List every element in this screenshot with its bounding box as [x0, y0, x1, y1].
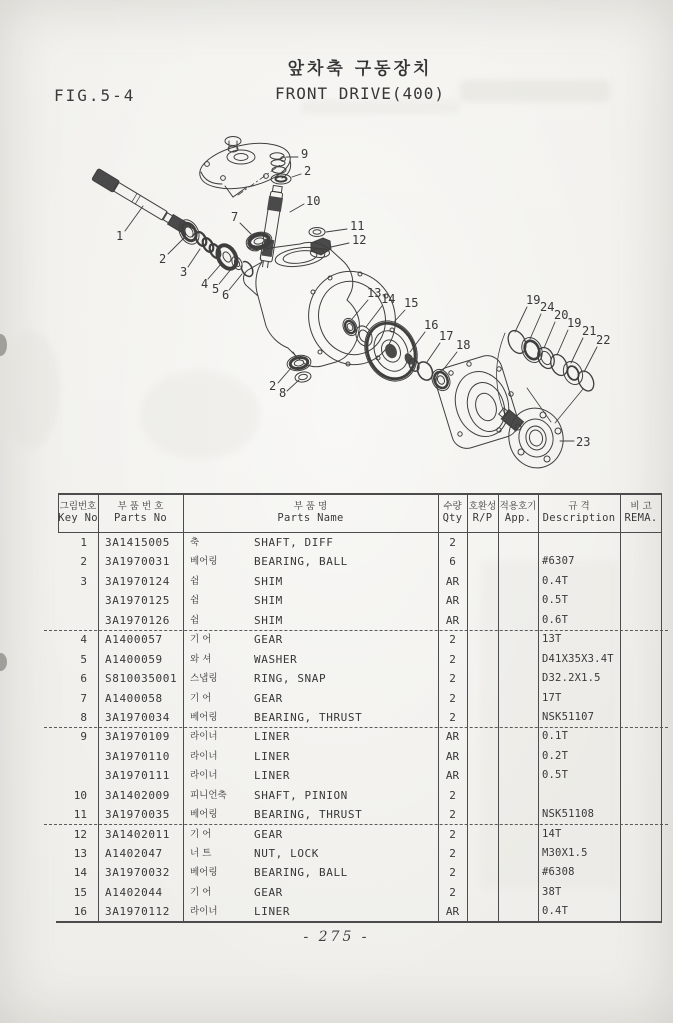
callout-leader — [208, 264, 221, 279]
description-cell — [538, 533, 620, 552]
key-no-cell — [58, 747, 98, 766]
qty-cell: 2 — [449, 808, 456, 822]
rp-cell — [467, 708, 498, 727]
parts-no-cell: A1400059 — [105, 652, 163, 666]
description-cell: 0.4T — [542, 905, 569, 918]
parts-name-cell — [183, 708, 438, 727]
description-cell: 0.4T — [542, 574, 569, 587]
key-no-cell: 10 — [73, 788, 87, 802]
header-english: Parts No — [114, 512, 167, 525]
parts-name-korean: 너 트 — [190, 848, 212, 859]
callout-number: 15 — [404, 296, 419, 310]
app-cell — [498, 766, 538, 785]
rp-cell — [467, 630, 498, 649]
remark-cell — [620, 533, 662, 552]
callout-number: 11 — [350, 219, 365, 233]
callout-number: 2 — [269, 379, 277, 393]
parts-no-cell: 3A1970110 — [105, 749, 171, 763]
callout-leader — [292, 174, 301, 177]
qty-cell: 2 — [449, 710, 456, 724]
key-no-cell: 13 — [73, 847, 87, 860]
parts-name-cell — [183, 805, 438, 824]
rp-cell — [467, 902, 498, 921]
app-cell — [498, 669, 538, 688]
header-english: Parts Name — [277, 512, 344, 525]
remark-cell — [620, 611, 662, 630]
app-cell — [498, 630, 538, 649]
parts-name-korean: 피니언축 — [190, 789, 227, 801]
parts-no-cell: S810035001 — [105, 672, 178, 686]
callout-number: 16 — [424, 318, 439, 332]
callout-leader — [557, 330, 568, 355]
key-no-cell: 2 — [80, 555, 87, 569]
app-cell — [498, 883, 538, 902]
callout-number: 3 — [180, 265, 188, 279]
parts-name-english: GEAR — [254, 691, 283, 705]
callout-leader — [278, 368, 291, 383]
app-cell — [498, 572, 538, 591]
callout-number: 2 — [159, 252, 167, 266]
header-korean: 적용호기 — [499, 500, 537, 512]
app-cell — [498, 786, 538, 805]
callout-number: 18 — [456, 338, 471, 352]
parts-name-cell — [183, 611, 438, 630]
parts-name-korean: 쉼 — [190, 614, 200, 626]
header-cell-6 — [538, 494, 620, 532]
remark-cell — [620, 766, 662, 785]
description-cell: 13T — [542, 633, 562, 646]
page-title-english: FRONT DRIVE(400) — [274, 84, 446, 103]
parts-no-cell: 3A1402009 — [105, 788, 171, 802]
remark-cell — [620, 727, 662, 746]
rp-cell — [467, 689, 498, 708]
figure-label: FIG.5-4 — [54, 86, 136, 105]
parts-name-english: LINER — [254, 749, 291, 763]
parts-name-cell — [183, 533, 438, 552]
oring-stack — [270, 153, 291, 184]
description-cell: NSK51108 — [542, 808, 595, 821]
qty-cell: 2 — [449, 691, 456, 705]
parts-name-english: WASHER — [254, 652, 298, 666]
rp-cell — [467, 727, 498, 746]
description-cell: 0.2T — [542, 749, 569, 762]
app-cell — [498, 863, 538, 882]
header-korean: 부 품 명 — [293, 500, 328, 512]
parts-name-cell — [183, 825, 438, 844]
parts-no-cell: 3A1970125 — [105, 594, 171, 608]
header-korean: 비 고 — [630, 500, 652, 512]
header-english: REMA. — [624, 512, 658, 525]
key-no-cell: 7 — [80, 691, 87, 705]
rp-cell — [467, 533, 498, 552]
header-cell-1 — [98, 494, 183, 532]
rp-cell — [467, 611, 498, 630]
header-korean: 그림번호 — [59, 500, 97, 512]
parts-name-cell — [183, 786, 438, 805]
table-body — [58, 533, 662, 922]
callout-number: 10 — [306, 194, 321, 208]
parts-name-korean: 라이너 — [190, 770, 218, 782]
key-no-cell: 1 — [80, 536, 87, 549]
parts-no-cell: A1402044 — [105, 885, 163, 899]
parts-name-english: BEARING, THRUST — [254, 808, 363, 822]
app-cell — [498, 533, 538, 552]
qty-cell: 6 — [449, 555, 456, 569]
rp-cell — [467, 805, 498, 824]
parts-name-korean: 라이너 — [190, 750, 218, 762]
app-cell — [498, 844, 538, 863]
parts-name-korean: 쉼 — [190, 595, 200, 607]
callout-number: 7 — [231, 210, 239, 224]
header-korean: 호환성 — [468, 500, 497, 512]
diagram-callouts — [116, 147, 610, 449]
rp-cell — [467, 844, 498, 863]
key-no-cell: 14 — [73, 866, 87, 880]
key-no-cell — [58, 611, 98, 630]
parts-name-english: SHIM — [254, 613, 283, 627]
parts-name-korean: 기 어 — [190, 634, 212, 646]
rp-cell — [467, 552, 498, 571]
callout-number: 24 — [540, 300, 555, 314]
header-korean: 규 격 — [568, 500, 590, 512]
app-cell — [498, 727, 538, 746]
parts-name-korean: 기 어 — [190, 828, 212, 840]
description-cell: #6308 — [542, 866, 575, 879]
key-no-cell: 16 — [73, 905, 87, 919]
callout-number: 19 — [526, 293, 541, 307]
parts-name-cell — [183, 902, 438, 921]
key-no-cell: 12 — [73, 827, 87, 841]
parts-name-english: BEARING, BALL — [254, 555, 348, 569]
callout-leader — [188, 249, 200, 267]
parts-name-cell — [183, 863, 438, 882]
header-cell-0 — [58, 494, 98, 532]
callout-leader — [168, 238, 184, 254]
parts-no-cell: 3A1970124 — [105, 574, 171, 588]
parts-name-english: LINER — [254, 769, 291, 783]
callout-number: 20 — [554, 308, 569, 322]
description-cell: 17T — [542, 691, 562, 704]
remark-cell — [620, 650, 662, 669]
callout-number: 19 — [567, 316, 582, 330]
qty-cell: 2 — [449, 788, 456, 802]
parts-name-cell — [183, 591, 438, 610]
qty-cell: 2 — [449, 885, 456, 899]
page-title-korean: 앞차축 구동장치 — [287, 59, 433, 79]
remark-cell — [620, 825, 662, 844]
key-no-cell — [58, 766, 98, 785]
description-cell: D32.2X1.5 — [542, 672, 601, 685]
qty-cell: AR — [445, 574, 460, 588]
parts-name-english: SHAFT, PINION — [254, 788, 348, 802]
callout-leader — [584, 347, 597, 372]
app-cell — [498, 747, 538, 766]
callout-number: 4 — [201, 277, 209, 291]
remark-cell — [620, 708, 662, 727]
parts-name-cell — [183, 572, 438, 591]
app-cell — [498, 650, 538, 669]
remark-cell — [620, 902, 662, 921]
remark-cell — [620, 747, 662, 766]
parts-no-cell: 3A1970034 — [105, 710, 171, 724]
rp-cell — [467, 669, 498, 688]
header-english: Description — [542, 512, 616, 525]
qty-cell: 2 — [449, 827, 456, 841]
remark-cell — [620, 786, 662, 805]
parts-no-cell: 3A1402011 — [105, 827, 171, 841]
callout-number: 14 — [381, 292, 396, 306]
qty-cell: 2 — [449, 672, 456, 686]
parts-name-english: GEAR — [254, 827, 283, 841]
parts-name-english: LINER — [254, 730, 291, 744]
callout-leader — [571, 338, 583, 363]
parts-no-cell: 3A1415005 — [105, 536, 171, 549]
parts-name-english: NUT, LOCK — [254, 847, 320, 860]
key-no-cell: 8 — [80, 710, 87, 724]
parts-name-korean: 기 어 — [190, 886, 212, 898]
callout-number: 13 — [367, 286, 382, 300]
description-cell: 38T — [542, 885, 562, 898]
pinion-shaft — [258, 185, 285, 268]
parts-no-cell: A1400057 — [105, 633, 163, 647]
key-no-cell: 6 — [80, 672, 87, 686]
parts-name-cell — [183, 747, 438, 766]
description-cell: 0.5T — [542, 594, 569, 607]
remark-cell — [620, 883, 662, 902]
key-no-cell — [58, 591, 98, 610]
parts-no-cell: A1400058 — [105, 691, 163, 705]
parts-name-cell — [183, 650, 438, 669]
parts-name-korean: 와 셔 — [190, 653, 212, 665]
callout-leader — [443, 352, 457, 370]
parts-name-korean: 베어링 — [190, 556, 218, 568]
callout-leader — [515, 307, 527, 332]
qty-cell: AR — [445, 730, 460, 744]
qty-cell: 2 — [449, 866, 456, 880]
callout-leader — [290, 204, 304, 212]
parts-name-english: GEAR — [254, 633, 283, 647]
remark-cell — [620, 572, 662, 591]
parts-name-korean: 베어링 — [190, 809, 218, 821]
qty-cell: 2 — [449, 847, 456, 860]
rp-cell — [467, 825, 498, 844]
app-cell — [498, 902, 538, 921]
remark-cell — [620, 805, 662, 824]
header-english: R/P — [472, 512, 493, 525]
qty-cell: 2 — [449, 652, 456, 666]
parts-name-cell — [183, 669, 438, 688]
key-no-cell: 9 — [80, 730, 87, 744]
callout-number: 2 — [304, 164, 312, 178]
description-cell: NSK51107 — [542, 710, 595, 723]
header-english: Qty — [442, 512, 463, 525]
rp-cell — [467, 766, 498, 785]
parts-name-cell — [183, 689, 438, 708]
parts-name-korean: 라이너 — [190, 731, 218, 743]
header-cell-5 — [498, 494, 538, 532]
parts-name-cell — [183, 727, 438, 746]
parts-name-cell — [183, 883, 438, 902]
rp-cell — [467, 747, 498, 766]
qty-cell: AR — [445, 905, 460, 919]
header-english: Key No — [58, 512, 98, 525]
key-no-cell: 4 — [80, 633, 87, 647]
parts-no-cell: 3A1970109 — [105, 730, 171, 744]
parts-no-cell: 3A1970111 — [105, 769, 171, 783]
parts-name-cell — [183, 766, 438, 785]
callout-leader — [326, 229, 347, 232]
parts-name-cell — [183, 844, 438, 863]
parts-name-korean: 기 어 — [190, 692, 212, 704]
app-cell — [498, 708, 538, 727]
parts-name-english: GEAR — [254, 885, 283, 899]
callout-number: 9 — [301, 147, 309, 161]
callout-leader — [240, 223, 251, 234]
parts-no-cell: 3A1970032 — [105, 866, 171, 880]
qty-cell: AR — [445, 613, 460, 627]
rp-cell — [467, 883, 498, 902]
qty-cell: AR — [445, 769, 460, 783]
parts-name-english: LINER — [254, 905, 291, 919]
parts-name-english: BEARING, BALL — [254, 866, 348, 880]
description-cell: 0.6T — [542, 613, 569, 626]
parts-name-english: SHIM — [254, 574, 283, 588]
qty-cell: AR — [445, 749, 460, 763]
rp-cell — [467, 863, 498, 882]
rp-cell — [467, 650, 498, 669]
callout-number: 21 — [582, 324, 597, 338]
callout-leader — [287, 380, 299, 391]
hub-flange — [497, 403, 568, 473]
app-cell — [498, 689, 538, 708]
description-cell: 0.5T — [542, 769, 569, 782]
description-cell: #6307 — [542, 555, 575, 568]
app-cell — [498, 552, 538, 571]
app-cell — [498, 805, 538, 824]
header-cell-3 — [438, 494, 467, 532]
header-korean: 수량 — [443, 500, 462, 512]
parts-no-cell: A1402047 — [105, 847, 163, 860]
header-cell-4 — [467, 494, 498, 532]
remark-cell — [620, 863, 662, 882]
parts-no-cell: 3A1970112 — [105, 905, 171, 919]
callout-number: 5 — [212, 282, 220, 296]
parts-name-korean: 축 — [190, 537, 200, 548]
rp-cell — [467, 572, 498, 591]
remark-cell — [620, 552, 662, 571]
key-no-cell: 5 — [80, 652, 87, 666]
parts-name-korean: 쉼 — [190, 575, 200, 587]
callout-number: 22 — [596, 333, 611, 347]
header-cell-7 — [620, 494, 662, 532]
parts-name-cell — [183, 630, 438, 649]
parts-name-korean: 라이너 — [190, 906, 218, 918]
parts-name-korean: 베어링 — [190, 867, 218, 879]
parts-name-cell — [183, 552, 438, 571]
callout-number: 6 — [222, 288, 230, 302]
callout-leader — [125, 206, 143, 231]
parts-name-english: SHAFT, DIFF — [254, 536, 334, 549]
description-cell: D41X35X3.4T — [542, 652, 614, 665]
qty-cell: 2 — [449, 536, 456, 549]
parts-name-korean: 스냅링 — [190, 673, 218, 685]
remark-cell — [620, 669, 662, 688]
description-cell — [538, 786, 620, 805]
callout-number: 1 — [116, 229, 124, 243]
description-cell: 0.1T — [542, 730, 569, 743]
callout-number: 12 — [352, 233, 367, 247]
table-header — [58, 494, 662, 532]
callout-leader — [544, 322, 555, 348]
header-english: App. — [504, 512, 532, 525]
remark-cell — [620, 844, 662, 863]
callout-leader — [427, 343, 440, 362]
callout-leader — [229, 274, 242, 290]
parts-name-korean: 베어링 — [190, 711, 218, 723]
app-cell — [498, 825, 538, 844]
app-cell — [498, 591, 538, 610]
parts-name-english: RING, SNAP — [254, 672, 327, 686]
parts-no-cell: 3A1970126 — [105, 613, 171, 627]
description-cell: 14T — [542, 827, 562, 840]
rp-cell — [467, 786, 498, 805]
callout-number: 23 — [576, 435, 591, 449]
app-cell — [498, 611, 538, 630]
key-no-cell: 11 — [73, 808, 87, 822]
key-no-cell: 3 — [80, 574, 87, 588]
callout-leader — [530, 314, 541, 339]
parts-name-english: SHIM — [254, 594, 283, 608]
description-cell: M30X1.5 — [542, 847, 588, 859]
qty-cell: 2 — [449, 633, 456, 647]
rp-cell — [467, 591, 498, 610]
qty-cell: AR — [445, 594, 460, 608]
header-cell-2 — [183, 494, 438, 532]
remark-cell — [620, 630, 662, 649]
bottom-bearing-set — [286, 354, 312, 384]
page-number: - 275 - — [303, 929, 370, 945]
callout-leader — [219, 268, 232, 284]
parts-name-english: BEARING, THRUST — [254, 710, 363, 724]
remark-cell — [620, 689, 662, 708]
parts-no-cell: 3A1970031 — [105, 555, 171, 569]
parts-no-cell: 3A1970035 — [105, 808, 171, 822]
callout-leader — [331, 243, 349, 247]
key-no-cell: 15 — [73, 885, 87, 899]
header-korean: 부 품 번 호 — [117, 500, 164, 512]
remark-cell — [620, 591, 662, 610]
callout-number: 17 — [439, 329, 454, 343]
callout-number: 8 — [279, 386, 287, 400]
